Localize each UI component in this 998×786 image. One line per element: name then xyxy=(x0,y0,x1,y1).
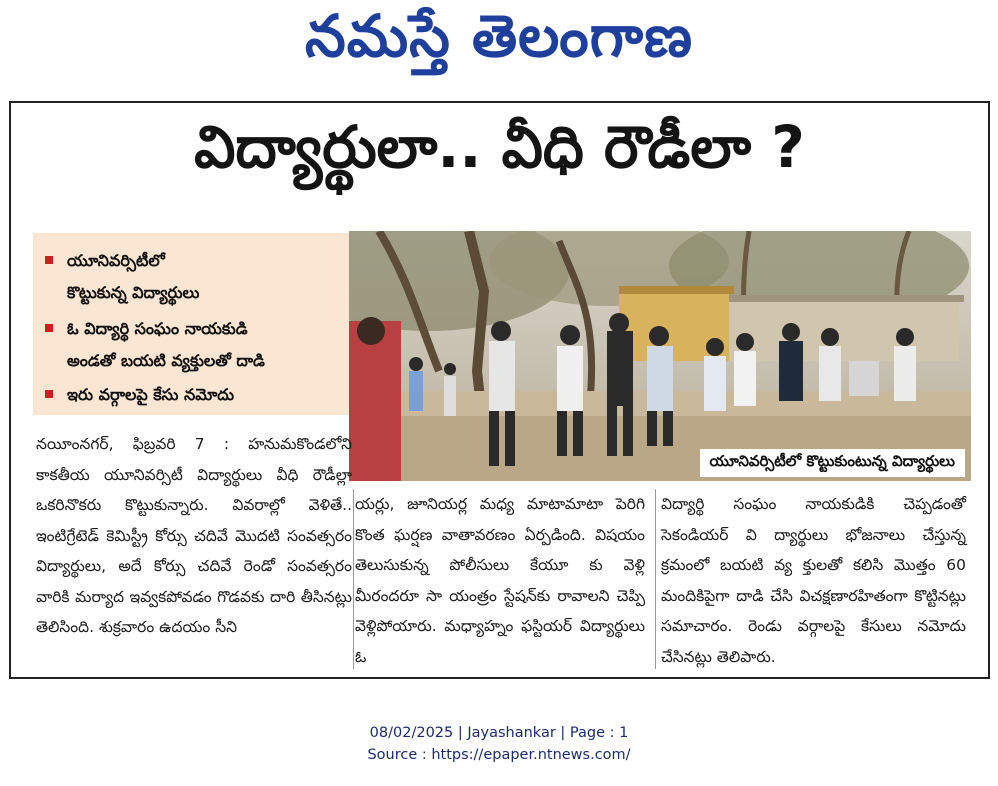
source-link[interactable]: Source : https://epaper.ntnews.com/ xyxy=(367,747,631,763)
column-divider xyxy=(353,489,354,669)
highlight-item: ఓ విద్యార్థి సంఘం నాయకుడి అండతో బయటి వ్యక్తులతో దాడి xyxy=(45,313,265,377)
article-column-1: నయీంనగర్, ఫిబ్రవరి 7 : హనుమకొండలోని కాకతీయ యూనివర్సిటీ విద్యార్థులు వీధి రౌడీల్లా ఒకరినొకరు కొట్టుకున్నారు. వివరాల్లో వెళితే.. ఇంటిగ్రేటెడ్ కెమిస్ట్రీ కోర్సు చదివే మొదటి సంవత్సరం విద్యార్థులు, అదే కోర్సు చదివే రెండో సంవత్సరం వారికి మర్యాద ఇవ్వకపోవడం గొడవకు దారి తీసినట్లు తెలిసింది. శుక్రవారం ఉదయం సీని xyxy=(36,435,352,636)
news-photo xyxy=(349,231,971,481)
students-clash-photo xyxy=(349,231,971,481)
highlights-box xyxy=(33,233,355,415)
article-headline: విద్యార్థులా.. వీధి రౌడీలా ? xyxy=(194,113,805,181)
article-column-2: యర్లు, జూనియర్ల మధ్య మాటామాటా పెరిగి కొంత ఘర్షణ వాతావరణం ఏర్పడింది. విషయం తెలుసుకున్న పోలీసులు కేయూ కు వెళ్లి మీరందరూ సా యంత్రం స్టేషన్‌కు రావాలని చెప్పి వెళ్లిపోయారు. మధ్యాహ్నం ఫస్టియర్ విద్యార్థులు ఓ xyxy=(355,495,645,666)
column-divider xyxy=(655,489,656,669)
edition-info: 08/02/2025 | Jayashankar | Page : 1 xyxy=(369,725,629,741)
source-footer xyxy=(0,722,998,766)
masthead-title: నమస్తే తెలంగాణ xyxy=(305,1,693,70)
bullet-icon xyxy=(45,324,53,332)
bullet-icon xyxy=(45,256,53,264)
highlight-item: యూనివర్సిటీలో కొట్టుకున్న విద్యార్థులు xyxy=(45,245,199,309)
news-clipping xyxy=(9,101,990,679)
photo-caption: యూనివర్సిటీలో కొట్టుకుంటున్న విద్యార్థులు xyxy=(700,449,966,477)
highlight-item: ఇరు వర్గాలపై కేసు నమోదు xyxy=(45,379,234,411)
article-column-3: విద్యార్థి సంఘం నాయకుడికి చెప్పడంతో సెకండియర్ వి ద్యార్థులు భోజనాలు చేస్తున్న క్రమంలో బయటి వ్య క్తులతో కలిసి మొత్తం 60 మందికిపైగా దాడి చేసి విచక్షణారహితంగా కొట్టినట్లు సమాచారం. రెండు వర్గాలపై కేసులు నమోదు చేసినట్లు తెలిపారు. xyxy=(661,495,966,666)
bullet-icon xyxy=(45,390,53,398)
masthead-logo xyxy=(0,0,998,86)
